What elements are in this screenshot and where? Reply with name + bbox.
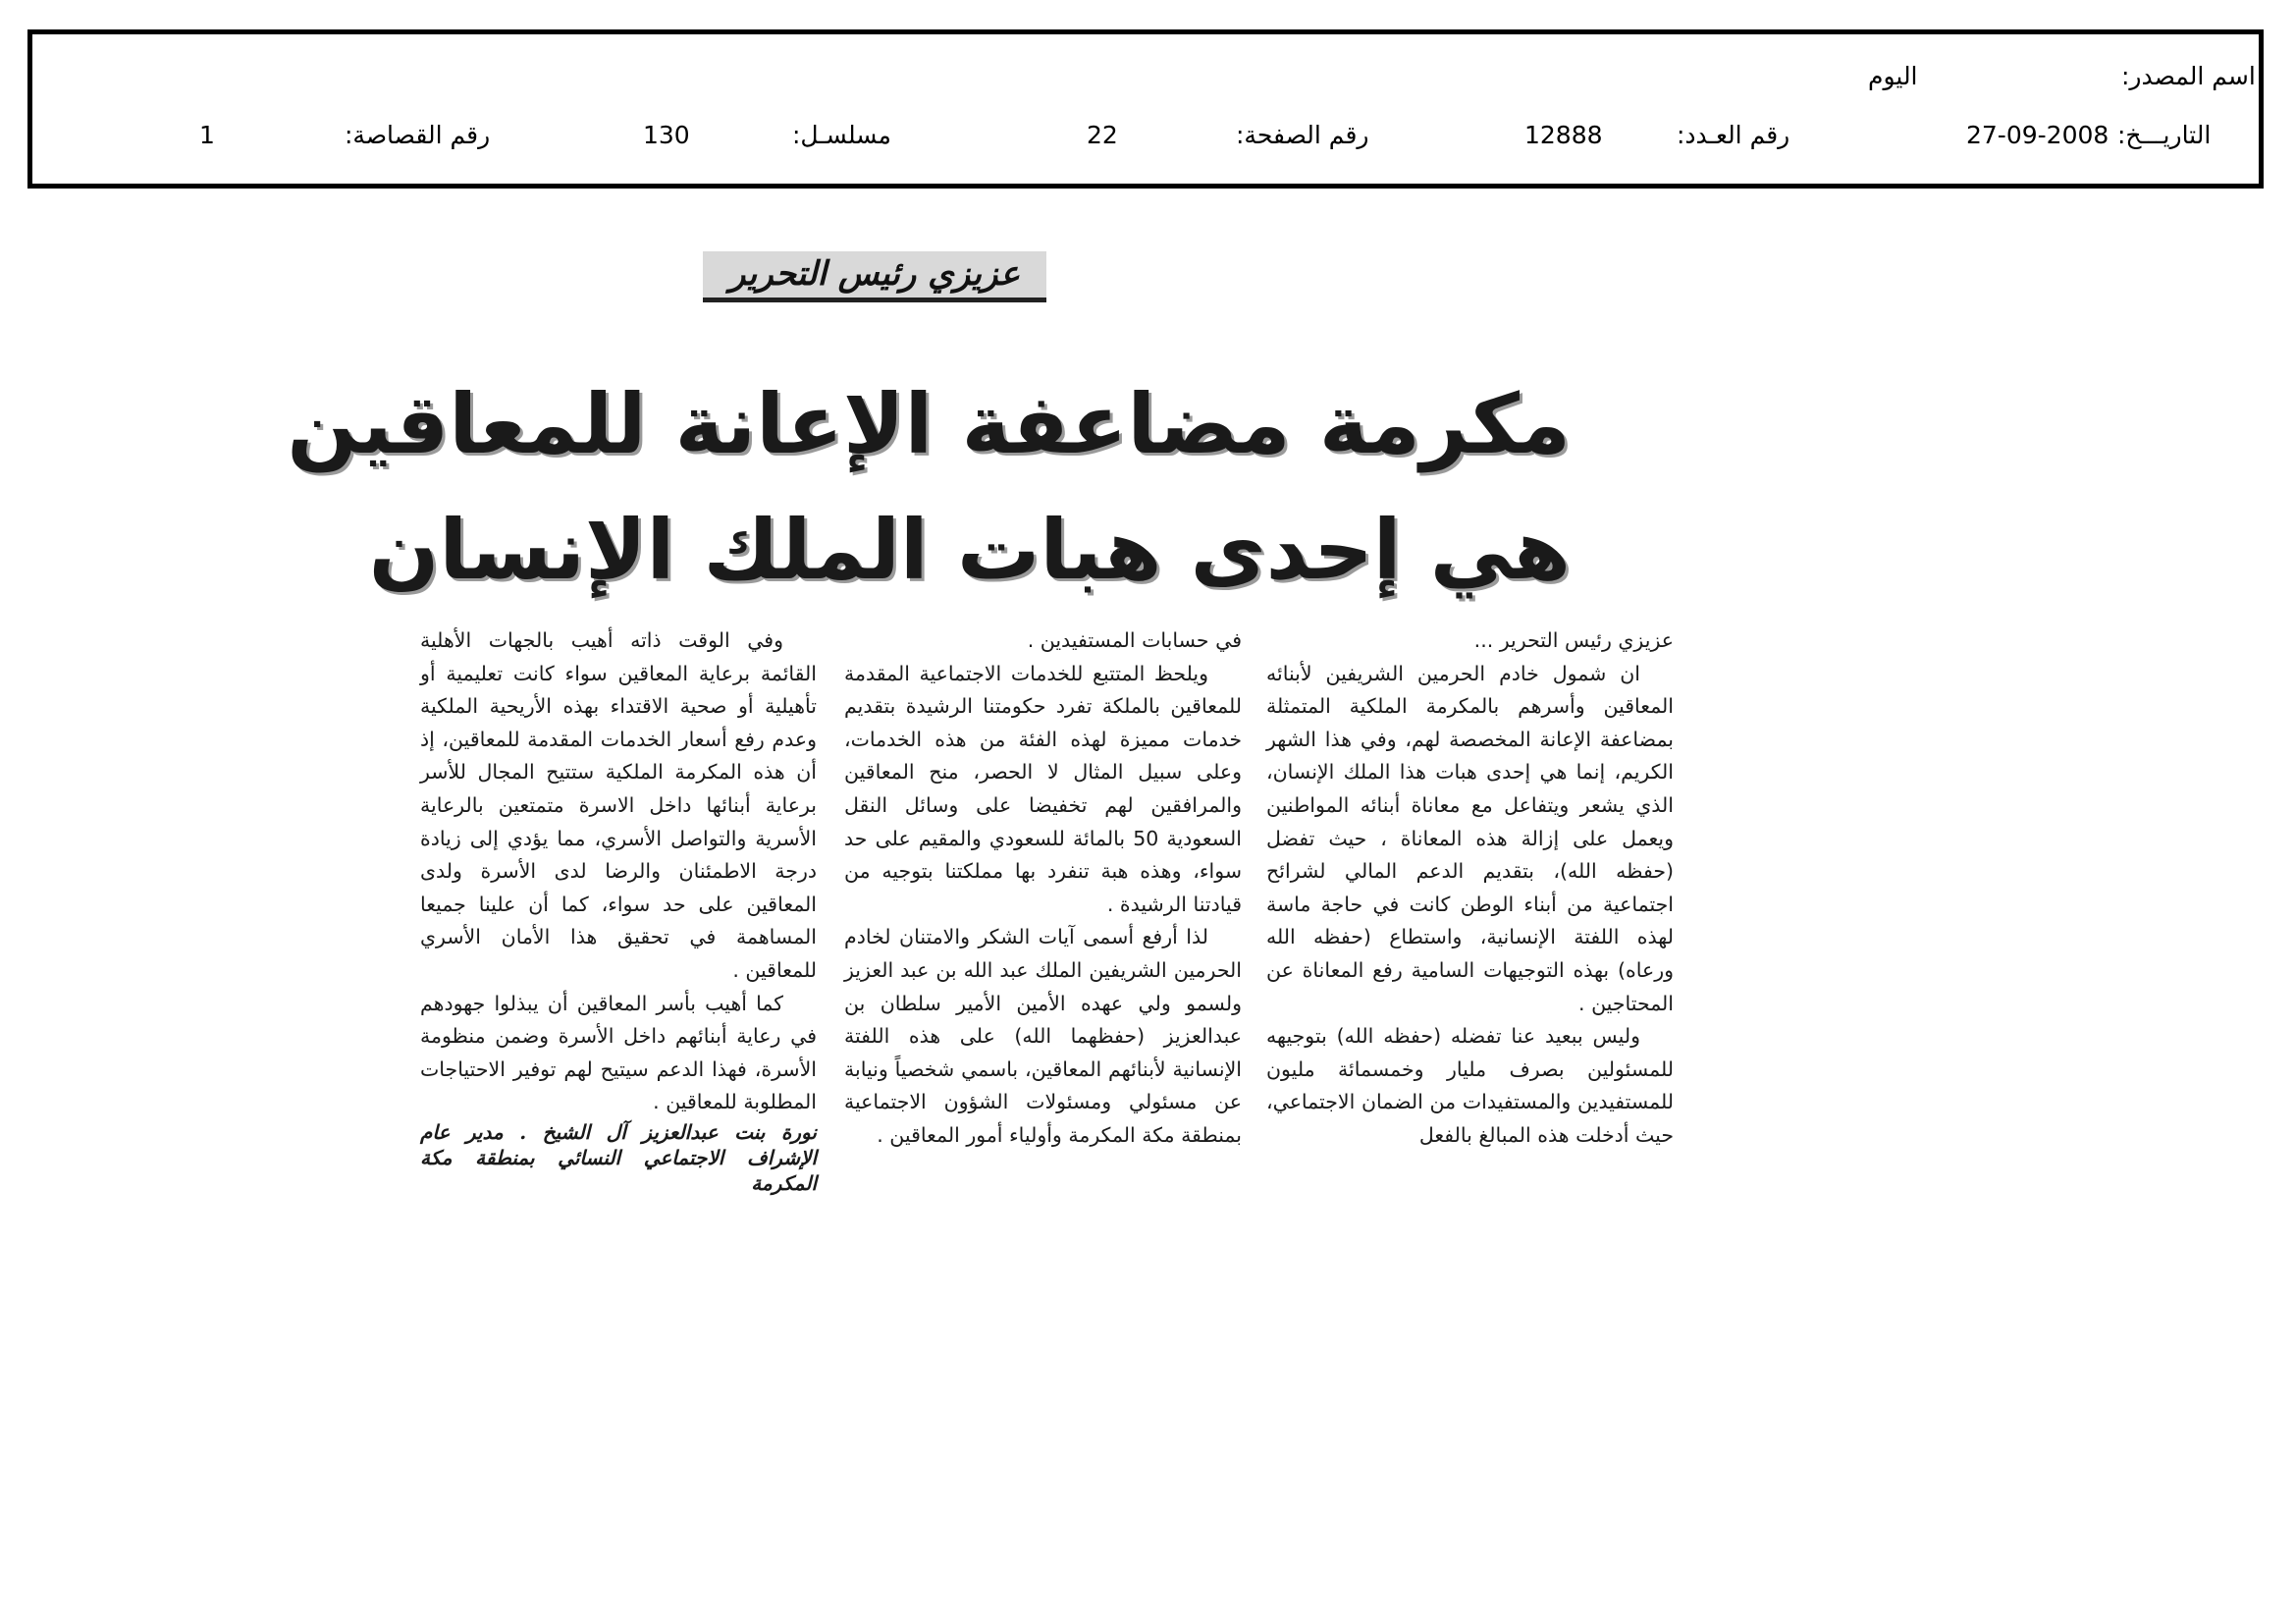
article-column-middle (844, 624, 1242, 1153)
issue-value: 12888 (1524, 121, 1603, 149)
paragraph: كما أهيب بأسر المعاقين أن يبذلوا جهودهم في رعاية أبنائهم داخل الأسرة وضمن منظومة الأسرة، فهذا الدعم سيتيح لهم توفير الاحتياجات المطلوبة للمعاقين . (420, 991, 817, 1114)
date-label: التاريـــخ: (2117, 121, 2212, 149)
paragraph: ان شمول خادم الحرمين الشريفين لأبنائه المعاقين وأسرهم بالمكرمة الملكية المتمثلة بمضاعفة الإعانة المخصصة لهم، وفي هذا الشهر الكريم، إنما هي إحدى هبات هذا الملك الإنسان، الذي يشعر ويتفاعل مع معاناة أبنائه المواطنين ويعمل على إزالة هذه المعاناة ، حيث تفضل (حفظه الله)، بتقديم الدعم المالي لشرائح اجتماعية من أبناء الوطن كانت في حاجة ماسة لهذه اللفتة الإنسانية، واستطاع (حفظه الله ورعاه) بهذه التوجيهات السامية رفع المعاناة عن المحتاجين . (1266, 661, 1674, 1015)
paragraph: في حسابات المستفيدين . (1027, 628, 1242, 652)
issue-label: رقم العـدد: (1677, 121, 1790, 149)
page-label: رقم الصفحة: (1236, 121, 1369, 149)
headline-line-1: مكرمة مضاعفة الإعانة للمعاقين (287, 376, 1571, 472)
paragraph: وليس ببعيد عنا تفضله (حفظه الله) بتوجيهه للمسئولين بصرف مليار وخمسمائة مليون للمستفيدين والمستفيدات من الضمان الاجتماعي، حيث أدخلت هذه المبالغ بالفعل (1266, 1024, 1674, 1147)
paragraph: لذا أرفع أسمى آيات الشكر والامتنان لخادم الحرمين الشريفين الملك عبد الله بن عبد العزيز ولسمو ولي عهده الأمين الأمير سلطان بن عبدالعزيز (حفظهما الله) على هذه اللفتة الإنسانية لأبنائهم المعاقين، باسمي شخصياً ونيابة عن مسئولي ومسئولات الشؤون الاجتماعية بمنطقة مكة المكرمة وأولياء أمور المعاقين . (844, 925, 1242, 1147)
article-column-left (420, 624, 817, 1196)
source-label: اسم المصدر: (2121, 62, 2256, 90)
clipping-metadata-box (27, 29, 2264, 189)
paragraph: ويلحظ المتتبع للخدمات الاجتماعية المقدمة للمعاقين بالملكة تفرد حكومتنا الرشيدة بتقديم خدمات مميزة لهذه الفئة من هذه الخدمات، وعلى سبيل المثال لا الحصر، منح المعاقين والمرافقين لهم تخفيضا على وسائل النقل السعودية 50 بالمائة للسعودي والمقيم على حد سواء، وهذه هبة تنفرد بها مملكتنا بتوجيه من قيادتنا الرشيدة . (844, 661, 1242, 916)
author-byline: نورة بنت عبدالعزيز آل الشيخ . مدير عام الإشراف الاجتماعي النسائي بمنطقة مكة المكرمة (420, 1119, 817, 1195)
date-value: 27-09-2008 (1966, 121, 2109, 149)
article-column-right (1266, 624, 1674, 1153)
page-value: 22 (1087, 121, 1118, 149)
metadata-row-details (32, 121, 2259, 160)
clip-number-value: 1 (199, 121, 215, 149)
metadata-row-source (32, 62, 2259, 101)
salutation: عزيزي رئيس التحرير ... (1473, 628, 1674, 652)
serial-value: 130 (643, 121, 690, 149)
headline-line-2: هي إحدى هبات الملك الإنسان (368, 502, 1571, 598)
source-value: اليوم (1868, 62, 1918, 90)
clip-number-label: رقم القصاصة: (345, 121, 491, 149)
serial-label: مسلسـل: (792, 121, 891, 149)
section-tag: عزيزي رئيس التحرير (703, 251, 1046, 302)
paragraph: وفي الوقت ذاته أهيب بالجهات الأهلية القائمة برعاية المعاقين سواء كانت تعليمية أو تأهيلية أو صحية الاقتداء بهذه الأريحية الملكية وعدم رفع أسعار الخدمات المقدمة للمعاقين، إذ أن هذه المكرمة الملكية ستتيح المجال للأسر برعاية أبنائها داخل الاسرة متمتعين بالرعاية الأسرية والتواصل الأسري، مما يؤدي إلى زيادة درجة الاطمئنان والرضا لدى الأسرة ولدى المعاقين على حد سواء، كما أن علينا جميعا المساهمة في تحقيق هذا الأمان الأسري للمعاقين . (420, 628, 817, 982)
